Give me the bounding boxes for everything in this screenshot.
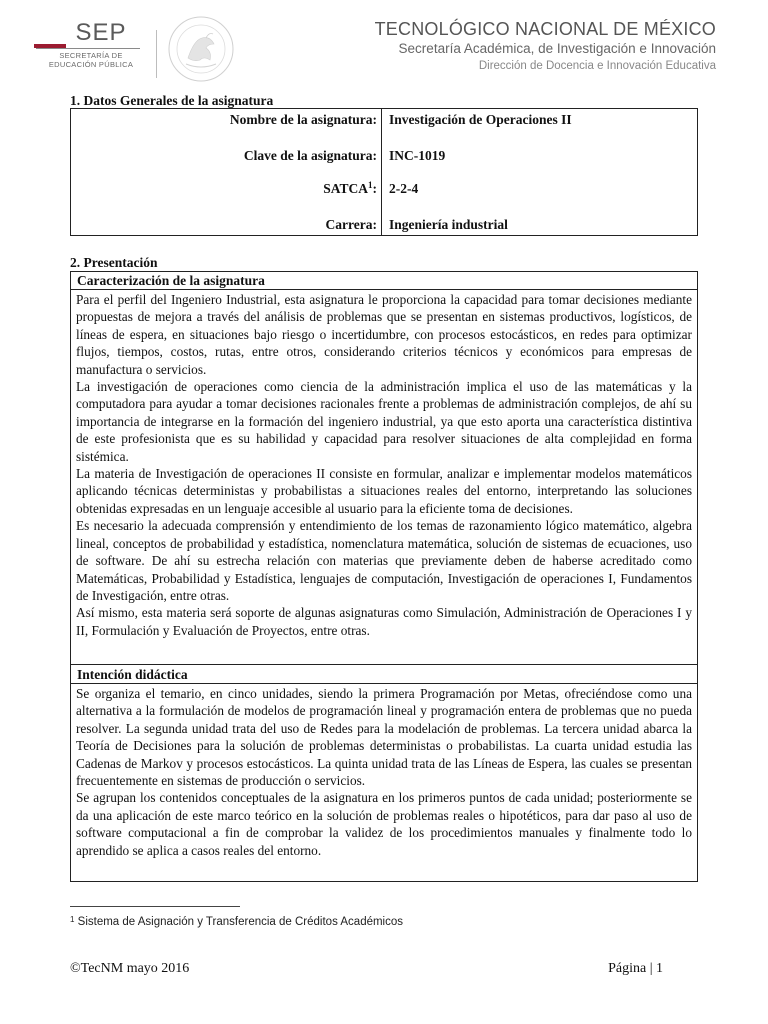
paragraph: Se agrupan los contenidos conceptuales de la asignatura en los primeros puntos de cada unidad; posteriormente se da una aplicación de este marco teórico en la solución de problemas reales o hipotéticos, para dar paso al uso de software computacional a fin de comprobar la validez de los procedimientos manuales y finalmente todo lo aprendido se aplica a casos reales del entorno.: [76, 790, 692, 858]
header-divider: [156, 30, 157, 78]
footnote-rule: [70, 906, 240, 907]
sep-logo-subtitle: [30, 51, 152, 69]
footnote: [70, 915, 403, 929]
paragraph: Se organiza el temario, en cinco unidades, siendo la primera Programación por Metas, ofreciéndose como una alternativa a la formulación de modelos de programación lineal y programación entera de problemas que no pueda resolver. La segunda unidad trata del uso de Redes para la modelación de problemas. La tercera unidad abarca la Teoría de Decisiones para la solución de problemas deterministas o probabilistas. La cuarta unidad estudia las Cadenas de Markov y procesos estocásticos. La quinta unidad trata de las Líneas de Espera, las cuales se presentan frecuentemente en sistemas de producción o servicios.: [76, 686, 692, 789]
intencion-heading: Intención didáctica: [71, 666, 697, 684]
row-value: Ingeniería industrial: [389, 217, 508, 232]
section-2-title: 2. Presentación: [70, 255, 158, 270]
table-row: [71, 216, 697, 234]
footnote-marker: 1: [70, 915, 75, 924]
sep-logo-subtitle-line-1: SECRETARÍA DE: [59, 51, 123, 60]
table-row: [71, 180, 697, 198]
table-row: [71, 147, 697, 165]
page-header: [0, 0, 768, 92]
sep-logo-accent-bar: [34, 44, 66, 48]
direction-name: Dirección de Docencia e Innovación Educativa: [478, 60, 716, 72]
paragraph: La materia de Investigación de operaciones II consiste en formular, analizar e implementar modelos matemáticos aplicando técnicas deterministas y probabilistas a situaciones reales del entorno, interpretando las soluciones obtenidas expresadas en un lenguaje accesible al usuario para la eficiente toma de decisiones.: [76, 466, 692, 516]
caracterizacion-heading: Caracterización de la asignatura: [71, 272, 697, 290]
row-label: Nombre de la asignatura:: [229, 112, 377, 127]
presentation-table: [70, 271, 698, 882]
satca-label: SATCA: [323, 181, 368, 196]
footer-copyright: ©TecNM mayo 2016: [70, 961, 190, 976]
section-1-title: 1. Datos Generales de la asignatura: [70, 93, 274, 108]
institution-block: [375, 18, 716, 74]
satca-label-colon: :: [372, 181, 377, 196]
table-row: [71, 111, 697, 129]
row-value: Investigación de Operaciones II: [389, 112, 572, 127]
paragraph: Para el perfil del Ingeniero Industrial, esta asignatura le proporciona la capacidad para tomar decisiones mediante propuestas de mejora a través del análisis de problemas que se presentan en sistemas productivos, logísticos, de líneas de espera, en situaciones bajo riesgo o incertidumbre, con procesos estocásticos, en redes para optimizar flujos, tiempos, costos, rutas, entre otros, considerando criterios técnicos y económicos para empresas de manufactura o servicios.: [76, 292, 692, 377]
intencion-cell: [71, 684, 697, 859]
caracterizacion-cell: [71, 290, 697, 665]
paragraph: Es necesario la adecuada comprensión y entendimiento de los temas de razonamiento lógico matemático, algebra lineal, conceptos de probabilidad y estadística, nomenclatura matemática, solución de sistemas de ecuaciones, uso de software. De ahí su estrecha relación con materias que previamente deben de haberse acreditado como Matemáticas, Probabilidad y Estadística, lenguajes de computación, Investigación de operaciones I, Fundamentos de Investigación, entre otras.: [76, 518, 692, 603]
general-data-table: [70, 108, 698, 236]
secretariat-name: Secretaría Académica, de Investigación e Innovación: [398, 41, 716, 56]
page-number: Página | 1: [608, 961, 663, 976]
footnote-text: Sistema de Asignación y Transferencia de Créditos Académicos: [74, 916, 404, 928]
paragraph: Así mismo, esta materia será soporte de algunas asignaturas como Simulación, Administración de Operaciones I y II, Formulación y Evaluación de Proyectos, entre otras.: [76, 605, 692, 638]
row-label: Clave de la asignatura:: [243, 148, 377, 163]
paragraph: La investigación de operaciones como ciencia de la administración implica el uso de las matemáticas y la computadora para ayudar a tomar decisiones racionales frente a problemas de administración complejos, de ahí su importancia de integrarse en la formación del ingeniero industrial, ya que esto aporta una característica distintiva de este profesionista que es su habilidad y capacidad para resolver situaciones de alta complejidad en forma sistémica.: [76, 379, 692, 464]
mexican-coat-of-arms-icon: [166, 14, 236, 84]
footnote-marker: 1: [368, 180, 373, 190]
sep-logo-rule: [36, 48, 140, 49]
row-value: 2-2-4: [389, 181, 419, 196]
sep-logo-word: SEP: [75, 19, 127, 46]
sep-logo-subtitle-line-2: EDUCACIÓN PÚBLICA: [48, 60, 134, 69]
row-label: Carrera:: [325, 217, 377, 232]
institution-name: TECNOLÓGICO NACIONAL DE MÉXICO: [374, 19, 716, 39]
row-value: INC-1019: [389, 148, 446, 163]
row-label-satca: [323, 180, 377, 198]
